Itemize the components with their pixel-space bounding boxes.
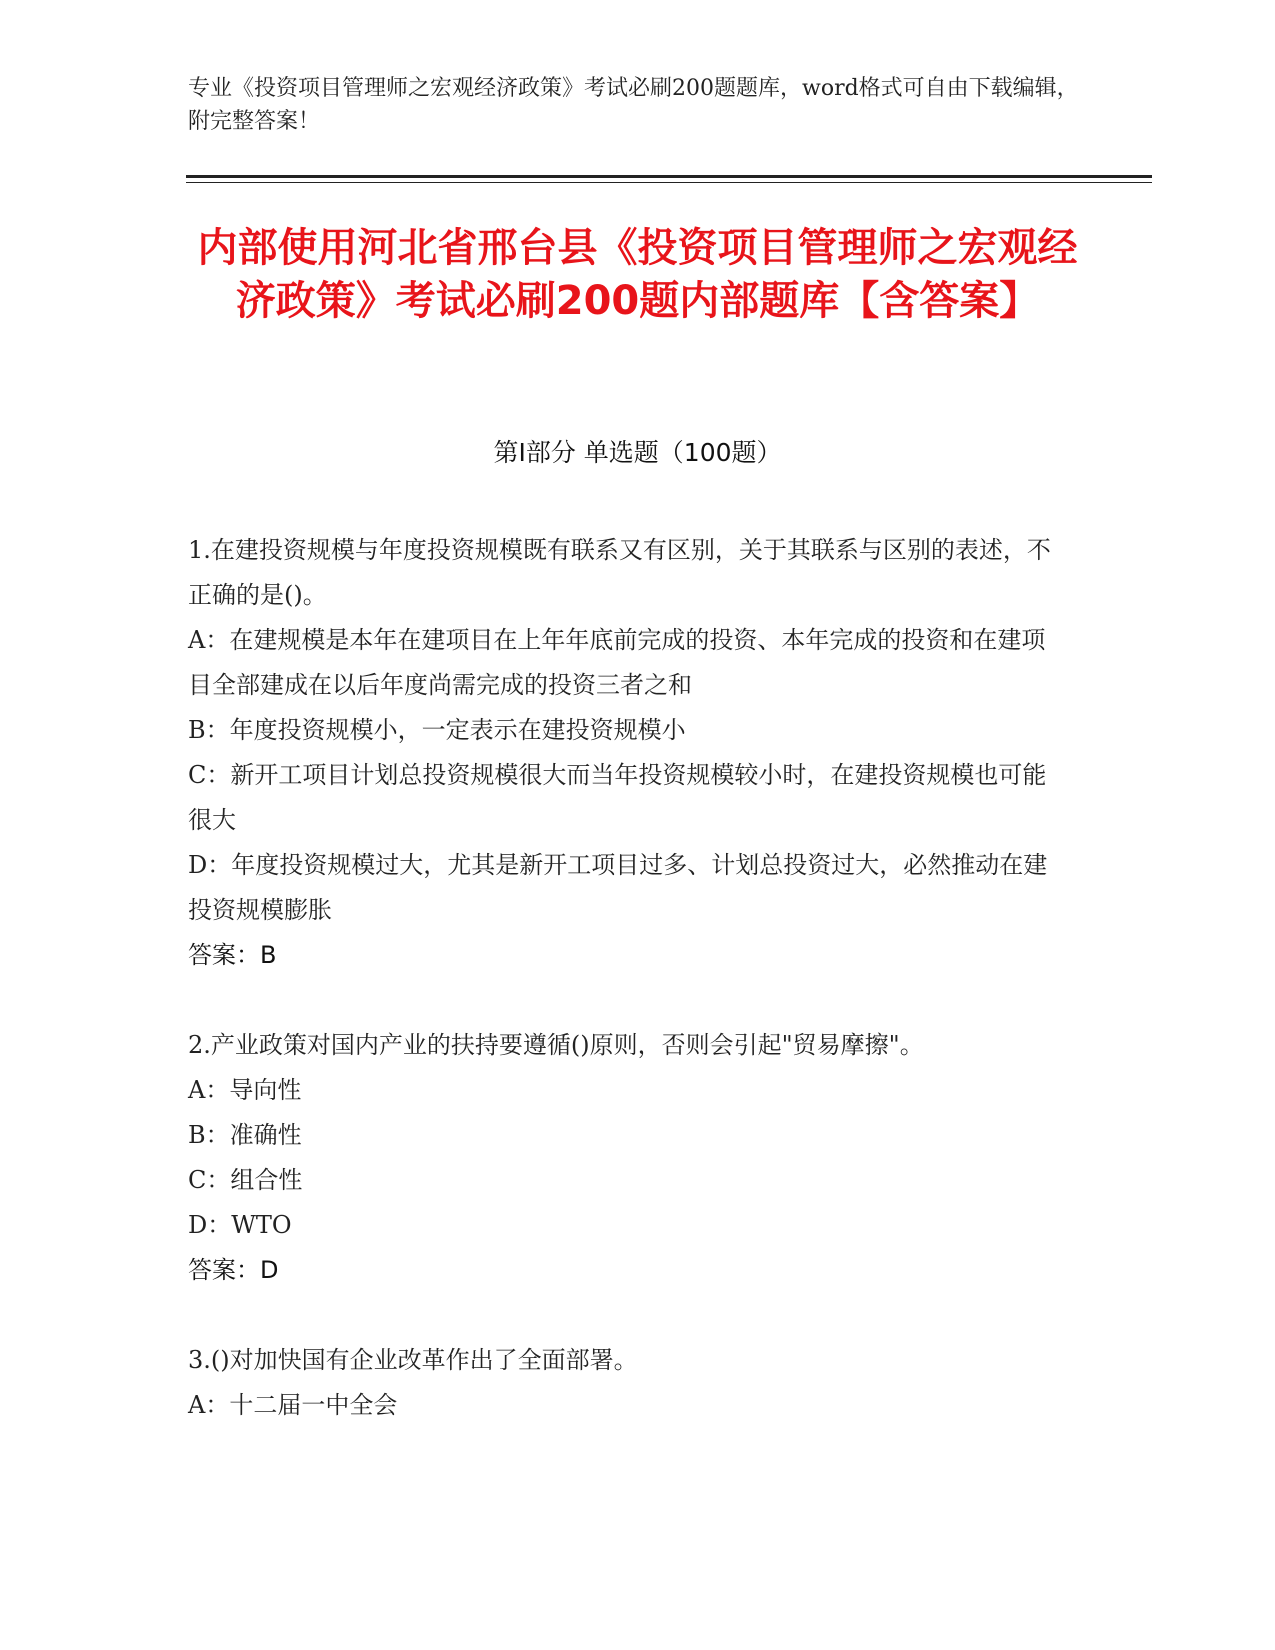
header-divider-thin bbox=[186, 182, 1152, 183]
option-d: D：WTO bbox=[188, 1211, 292, 1239]
document-title: 内部使用河北省邢台县《投资项目管理师之宏观经济政策》考试必刷200题内部题库【含答案】 bbox=[197, 225, 1078, 324]
question-1 bbox=[188, 528, 1068, 978]
header-divider-thick bbox=[186, 175, 1152, 178]
question-list bbox=[188, 528, 1068, 1428]
option-a: A：在建规模是本年在建项目在上年年底前完成的投资、本年完成的投资和在建项目全部建成在以后年度尚需完成的投资三者之和 bbox=[188, 626, 1046, 699]
question-stem: 3.()对加快国有企业改革作出了全面部署。 bbox=[188, 1346, 638, 1374]
section-heading: 第Ⅰ部分 单选题（100题） bbox=[493, 438, 782, 467]
answer-line: 答案：B bbox=[188, 941, 277, 969]
option-c: C：组合性 bbox=[188, 1166, 303, 1194]
option-b: B：年度投资规模小，一定表示在建投资规模小 bbox=[188, 716, 686, 744]
option-d: D：年度投资规模过大，尤其是新开工项目过多、计划总投资过大，必然推动在建投资规模膨胀 bbox=[188, 851, 1048, 924]
answer-line: 答案：D bbox=[188, 1256, 279, 1284]
question-2 bbox=[188, 1023, 1068, 1293]
question-stem: 1.在建投资规模与年度投资规模既有联系又有区别，关于其联系与区别的表述，不正确的是()。 bbox=[188, 536, 1051, 609]
option-b: B：准确性 bbox=[188, 1121, 302, 1149]
option-a: A：导向性 bbox=[188, 1076, 302, 1104]
header-note: 专业《投资项目管理师之宏观经济政策》考试必刷200题题库，word格式可自由下载编辑，附完整答案！ bbox=[188, 76, 1079, 134]
question-3 bbox=[188, 1338, 1068, 1428]
question-stem: 2.产业政策对国内产业的扶持要遵循()原则，否则会引起"贸易摩擦"。 bbox=[188, 1031, 924, 1059]
option-a: A：十二届一中全会 bbox=[188, 1391, 398, 1419]
option-c: C：新开工项目计划总投资规模很大而当年投资规模较小时，在建投资规模也可能很大 bbox=[188, 761, 1047, 834]
